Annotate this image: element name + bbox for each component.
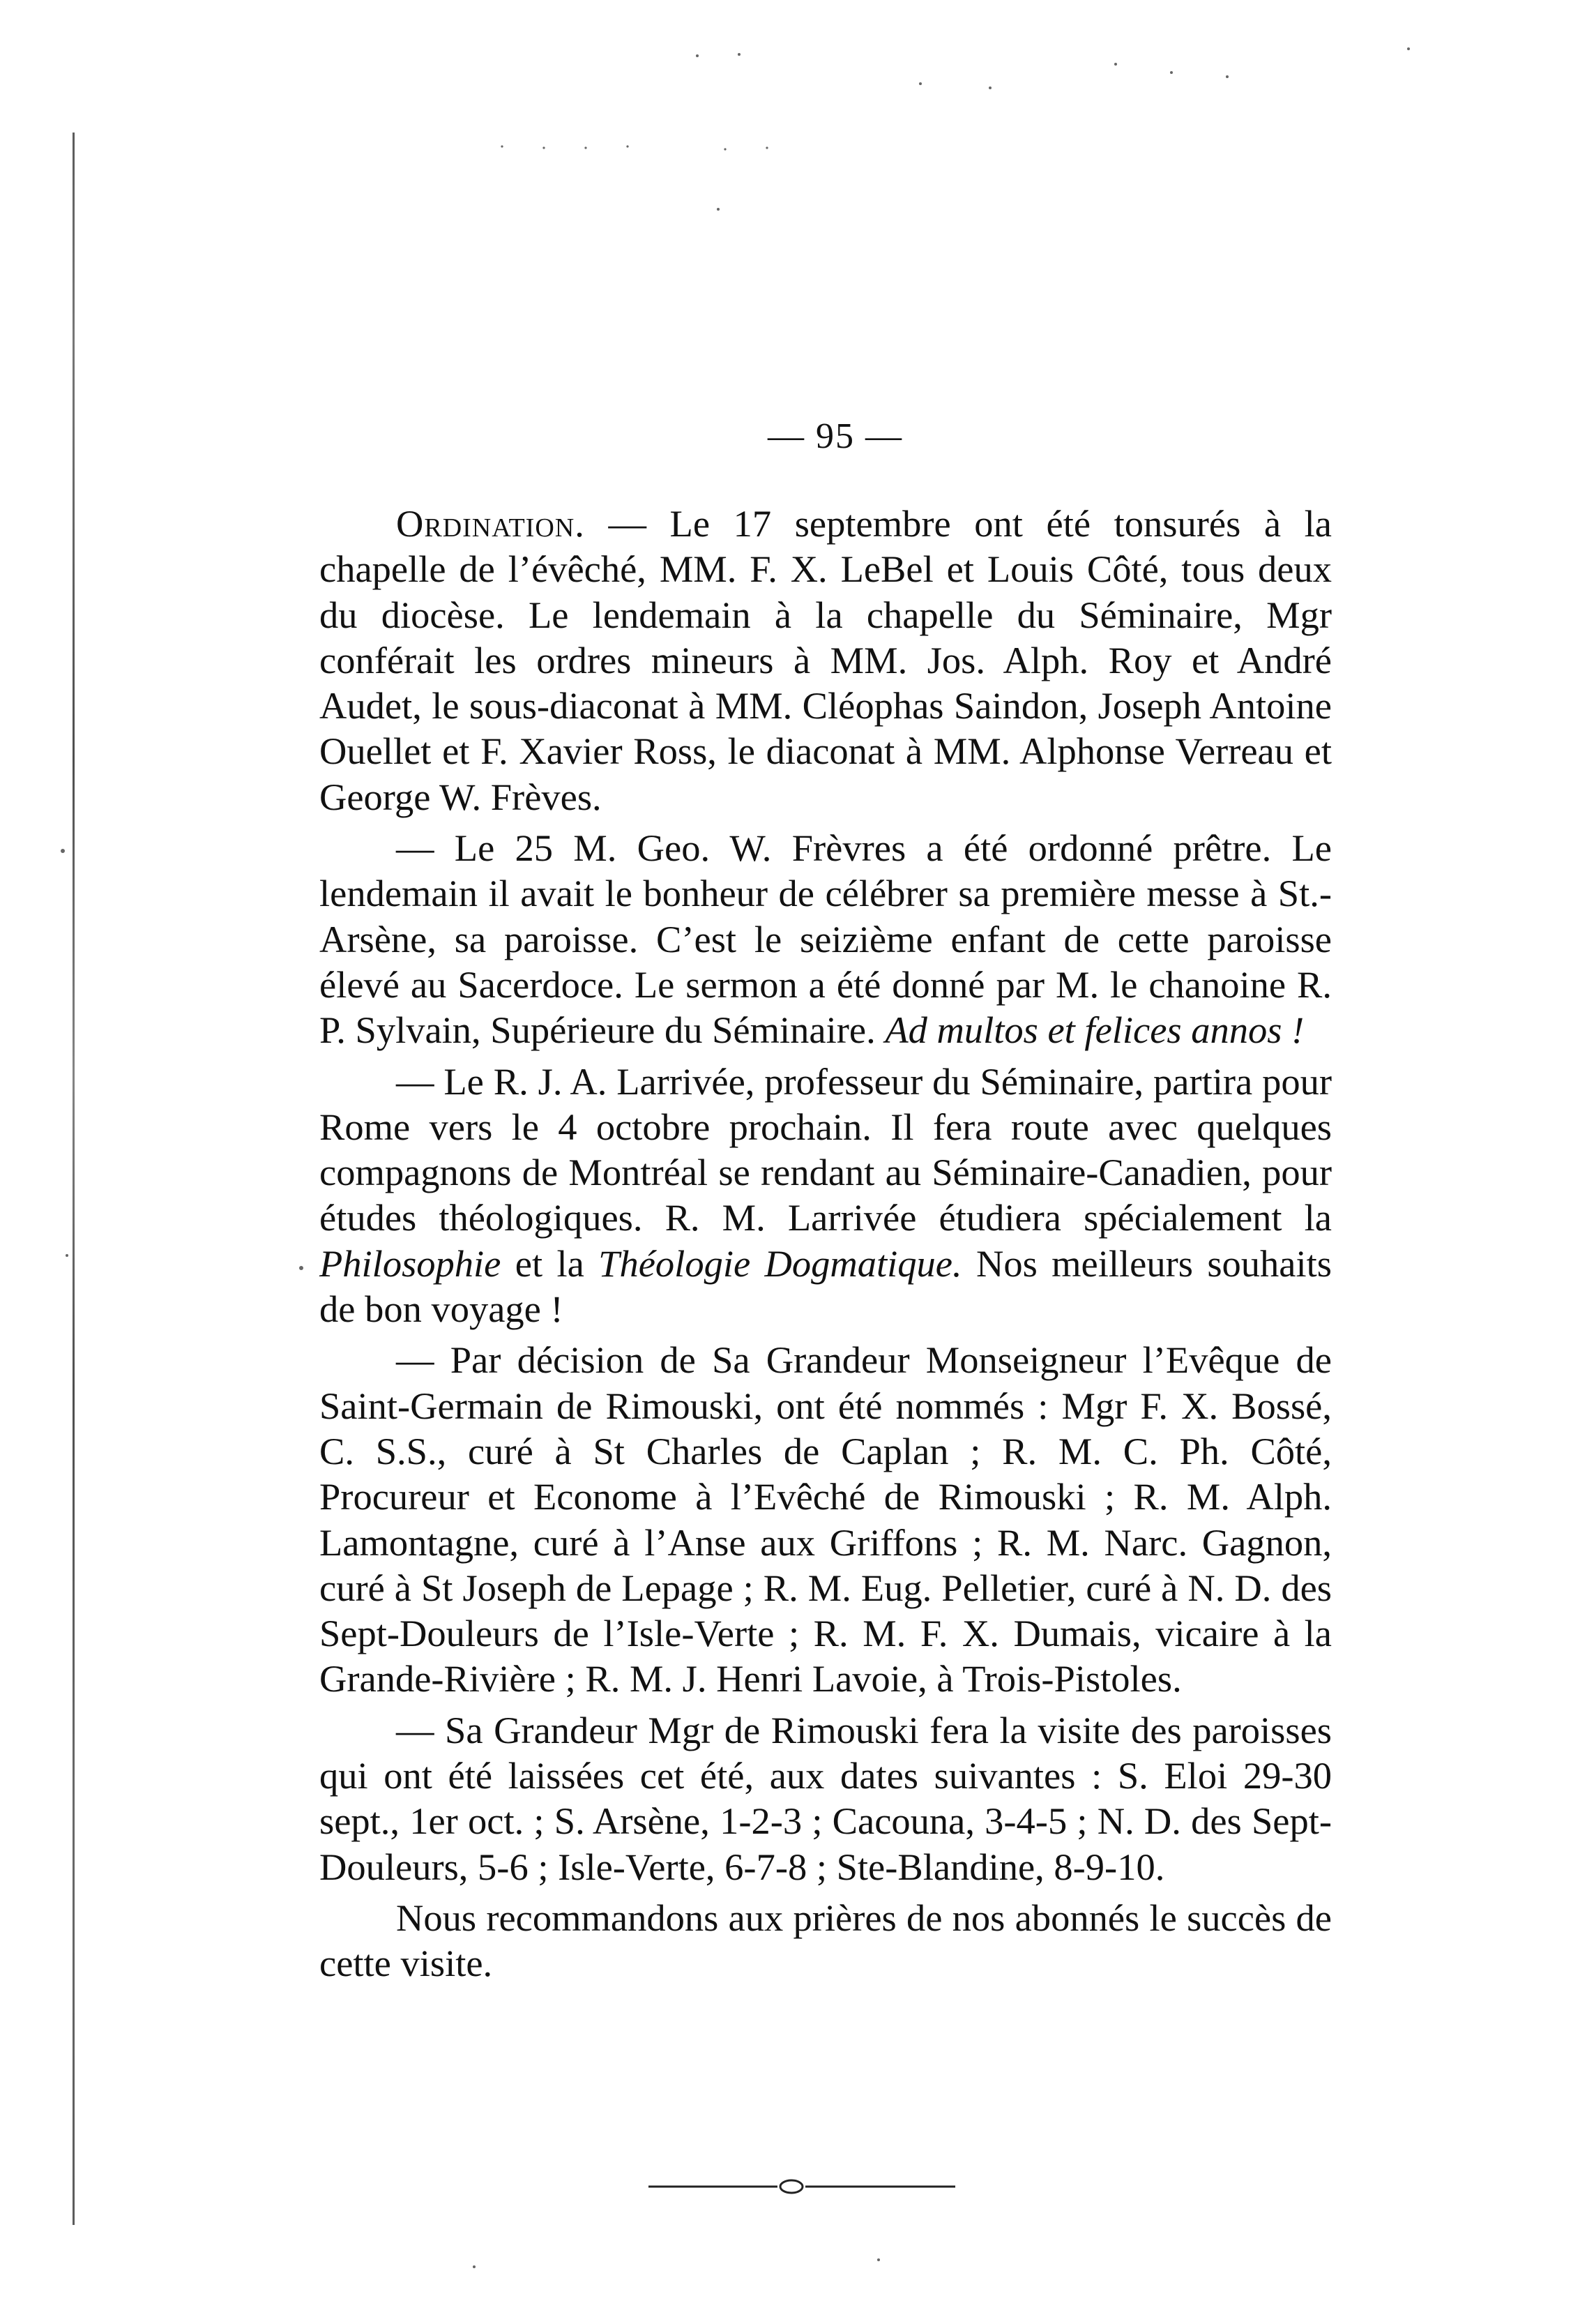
paragraph-text: — Sa Grandeur Mgr de Rimouski fera la visite des paroisses qui ont été laissées cet été, aux dates suivantes : S. Eloi 29-30 sept., 1er oct. ; S. Arsène, 1-2-3 ; Cacouna, 3-4-5 ; N. D. des Sept-Douleurs, 5-6 ; Isle-Verte, 6-7-8 ; Ste-Blandine, 8-9-10.: [319, 1708, 1332, 1888]
paragraph-text: Nos meilleurs souhaits de bon voyage !: [319, 1242, 1332, 1331]
paragraph-text: — Le 25 M. Geo. W. Frèvres a été ordonné prêtre. Le lendemain il avait le bonheur de célébrer sa première messe à St.-Arsène, sa paroisse. C’est le seizième enfant de cette paroisse élevé au Sacerdoce. Le sermon a été donné par M. le chanoine R. P. Sylvain, Supérieure du Séminaire.: [319, 827, 1332, 1052]
paragraph-ordination-priest: [319, 825, 1332, 1052]
paragraph-prayers: [319, 1895, 1332, 1986]
paragraph-visit-schedule: [319, 1707, 1332, 1889]
page-number: — 95 —: [768, 416, 903, 456]
paragraph-lead: Ordination.: [396, 502, 585, 545]
rule-with-diamond-icon: [648, 2176, 955, 2197]
paragraph-text: — Le R. J. A. Larrivée, professeur du Séminaire, partira pour Rome vers le 4 octobre prochain. Il fera route avec quelques compagnons de Montréal se rendant au Séminaire-Canadien, pour études théologiques. R. M. Larrivée étudiera spécialement la: [319, 1059, 1332, 1239]
paragraph-ordination: [319, 501, 1332, 820]
subject-philosophie: Philosophie: [319, 1242, 501, 1285]
paragraph-text: et la: [501, 1242, 599, 1285]
paragraph-nominations: [319, 1337, 1332, 1701]
latin-blessing: Ad multos et felices annos !: [885, 1009, 1305, 1052]
subject-theologie: Théologie Dogmatique.: [598, 1242, 962, 1285]
paragraph-text: — Le 17 septembre ont été tonsurés à la chapelle de l’évêché, MM. F. X. LeBel et Louis Côté, tous deux du diocèse. Le lendemain à la chapelle du Séminaire, Mgr conférait les ordres mineurs à MM. Jos. Alph. Roy et André Audet, le sous-diaconat à MM. Cléophas Saindon, Joseph Antoine Ouellet et F. Xavier Ross, le diaconat à MM. Alphonse Verreau et George W. Frèves.: [319, 502, 1332, 818]
paragraph-larrivee: [319, 1059, 1332, 1332]
paragraph-text: Nous recommandons aux prières de nos abonnés le succès de cette visite.: [319, 1896, 1332, 1985]
paragraph-text: — Par décision de Sa Grandeur Monseigneur l’Evêque de Saint-Germain de Rimouski, ont été nommés : Mgr F. X. Bossé, C. S.S., curé à St Charles de Caplan ; R. M. C. Ph. Côté, Procureur et Econome à l’Evêché de Rimouski ; R. M. Alph. Lamontagne, curé à l’Anse aux Griffons ; R. M. Narc. Gagnon, curé à St Joseph de Lepage ; R. M. Eug. Pelletier, curé à N. D. des Sept-Douleurs de l’Isle-Verte ; R. M. F. X. Dumais, vicaire à la Grande-Rivière ; R. M. J. Henri Lavoie, à Trois-Pistoles.: [319, 1338, 1332, 1700]
article-body: [319, 501, 1332, 1992]
